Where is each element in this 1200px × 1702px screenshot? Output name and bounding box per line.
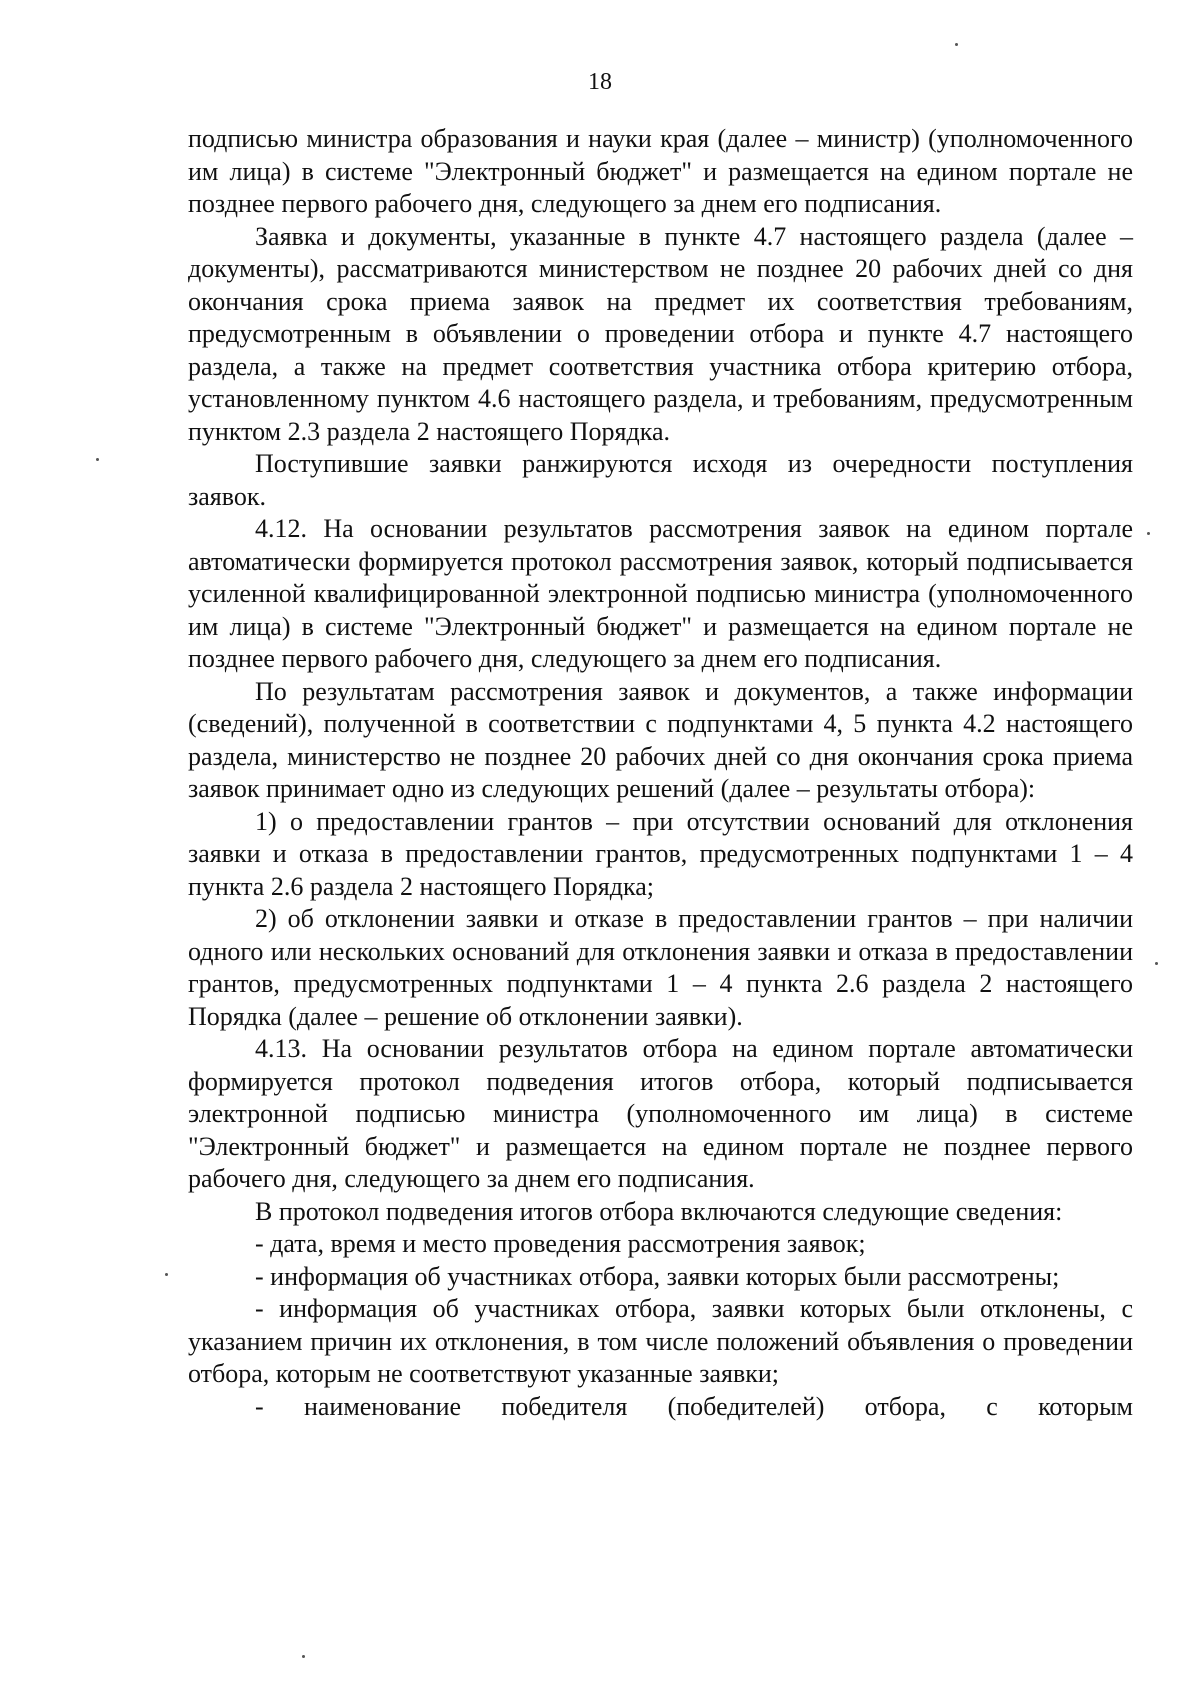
document-body — [188, 123, 1133, 1423]
paragraph-4-12: 4.12. На основании результатов рассмотрения заявок на едином портале автоматически формируется протокол рассмотрения заявок, который подписывается усиленной квалифицированной электронной подписью министра (уполномоченного им лица) в системе "Электронный бюджет" и размещается на едином портале не позднее первого рабочего дня, следующего за днем его подписания. — [188, 514, 1133, 673]
list-item-2: 2) об отклонении заявки и отказе в предоставлении грантов – при наличии одного или нескольких оснований для отклонения заявки и отказа в предоставлении грантов, предусмотренных подпунктами 1 – 4 пункта 2.6 раздела 2 настоящего Порядка (далее – решение об отклонении заявки). — [188, 904, 1133, 1031]
bullet-item-4: - наименование победителя (победителей) отбора, с которым — [255, 1391, 1133, 1421]
bullet-item-1: - дата, время и место проведения рассмотрения заявок; — [255, 1229, 866, 1258]
scan-speck — [1147, 532, 1150, 535]
paragraph-1: подписью министра образования и науки края (далее – министр) (уполномоченного им лица) в системе "Электронный бюджет" и размещается на едином портале не позднее первого рабочего дня, следующего за днем его подписания. — [188, 124, 1133, 218]
scan-speck — [96, 458, 99, 461]
page-number: 18 — [588, 69, 612, 95]
bullet-item-3: - информация об участниках отбора, заявки которых были отклонены, с указанием причин их отклонения, в том числе положений объявления о проведении отбора, которым не соответствуют указанные заявки; — [188, 1294, 1133, 1388]
scan-speck — [302, 1655, 305, 1658]
bullet-item-2: - информация об участниках отбора, заявки которых были рассмотрены; — [255, 1261, 1060, 1291]
list-item-1: 1) о предоставлении грантов – при отсутствии оснований для отклонения заявки и отказа в предоставлении грантов, предусмотренных подпунктами 1 – 4 пункта 2.6 раздела 2 настоящего Порядка; — [188, 806, 1133, 901]
paragraph-2: Заявка и документы, указанные в пункте 4.7 настоящего раздела (далее – документы), рассматриваются министерством не позднее 20 рабочих дней со дня окончания срока приема заявок на предмет их соответствия требованиям, предусмотренным в объявлении о проведении отбора и пункте 4.7 настоящего раздела, а также на предмет соответствия участника отбора критерию отбора, установленному пунктом 4.6 настоящего раздела, и требованиям, предусмотренным пунктом 2.3 раздела 2 настоящего Порядка. — [188, 221, 1133, 446]
paragraph-3: Поступившие заявки ранжируются исходя из очередности поступления заявок. — [188, 449, 1133, 511]
scan-speck — [165, 1273, 168, 1276]
paragraph-4-13: 4.13. На основании результатов отбора на едином портале автоматически формируется протокол подведения итогов отбора, который подписывается электронной подписью министра (уполномоченного им лица) в системе "Электронный бюджет" и размещается на едином портале не позднее первого рабочего дня, следующего за днем его подписания. — [188, 1034, 1133, 1193]
paragraph-5: По результатам рассмотрения заявок и документов, а также информации (сведений), полученной в соответствии с подпунктами 4, 5 пункта 4.2 настоящего раздела, министерство не позднее 20 рабочих дней со дня окончания срока приема заявок принимает одно из следующих решений (далее – результаты отбора): — [188, 676, 1133, 803]
paragraph-protocol-intro: В протокол подведения итогов отбора включаются следующие сведения: — [255, 1196, 1063, 1226]
scan-speck — [955, 43, 958, 46]
scan-speck — [1155, 962, 1158, 965]
